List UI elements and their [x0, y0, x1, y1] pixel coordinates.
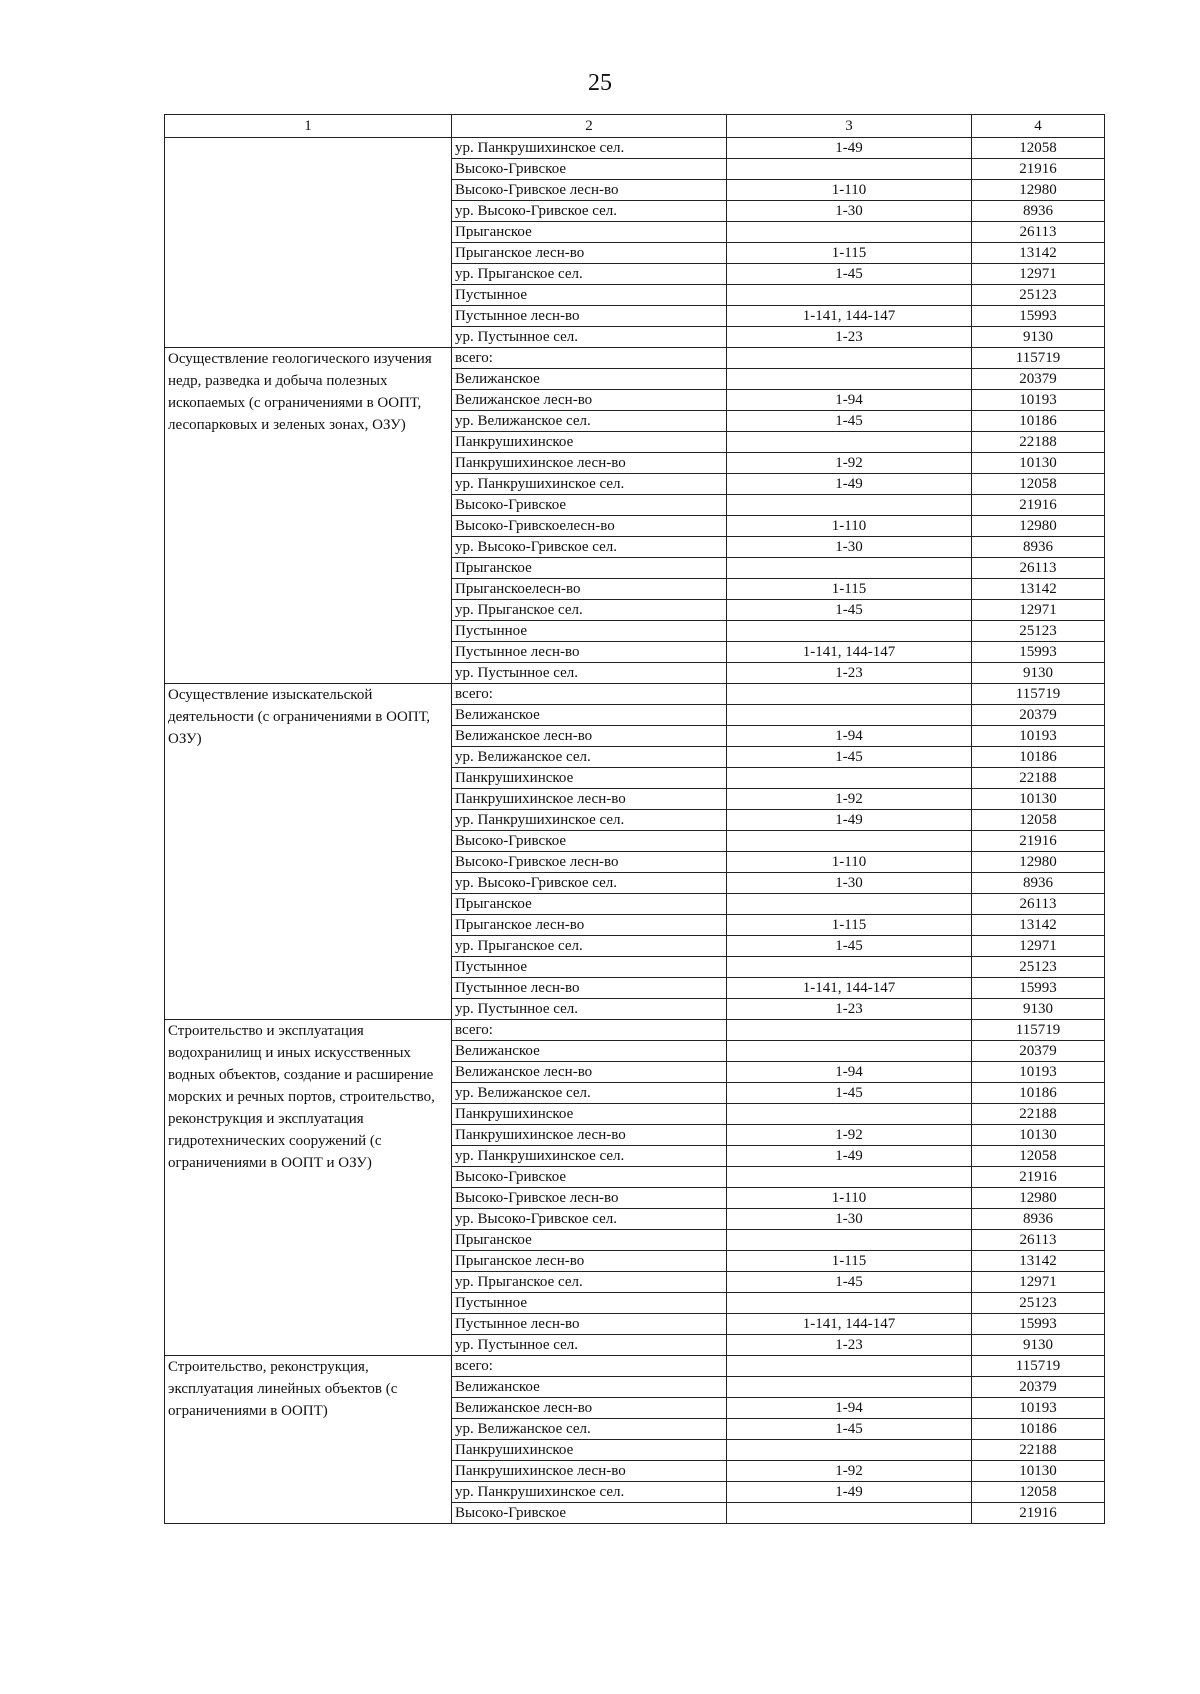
quarters-cell — [727, 222, 972, 243]
forestry-name-cell: Прыганское — [452, 222, 727, 243]
area-cell: 12971 — [972, 1272, 1105, 1293]
forestry-name-cell: Прыганское лесн-во — [452, 915, 727, 936]
forestry-name-cell: Панкрушихинское лесн-во — [452, 453, 727, 474]
quarters-cell: 1-45 — [727, 264, 972, 285]
area-cell: 9130 — [972, 1335, 1105, 1356]
area-cell: 12971 — [972, 600, 1105, 621]
forestry-name-cell: Велижанское — [452, 369, 727, 390]
forestry-name-cell: Панкрушихинское лесн-во — [452, 789, 727, 810]
quarters-cell: 1-92 — [727, 1461, 972, 1482]
area-cell: 12971 — [972, 936, 1105, 957]
quarters-cell: 1-49 — [727, 1482, 972, 1503]
header-col-4: 4 — [972, 115, 1105, 138]
area-cell: 13142 — [972, 1251, 1105, 1272]
area-cell: 115719 — [972, 1020, 1105, 1041]
quarters-cell — [727, 1020, 972, 1041]
forestry-name-cell: Пустынное — [452, 1293, 727, 1314]
page-number: 25 — [588, 70, 612, 96]
activity-type-cell: Осуществление изыскательской деятельности (с ограничениями в ООПТ, ОЗУ) — [165, 684, 452, 1020]
forestry-name-cell: Пустынное лесн-во — [452, 978, 727, 999]
quarters-cell: 1-110 — [727, 180, 972, 201]
quarters-cell: 1-115 — [727, 243, 972, 264]
quarters-cell: 1-92 — [727, 1125, 972, 1146]
area-cell: 10193 — [972, 726, 1105, 747]
area-cell: 21916 — [972, 1503, 1105, 1524]
forestry-name-cell: Высоко-Гривское — [452, 1503, 727, 1524]
quarters-cell: 1-30 — [727, 537, 972, 558]
quarters-cell: 1-49 — [727, 810, 972, 831]
forestry-name-cell: ур. Прыганское сел. — [452, 264, 727, 285]
forestry-name-cell: Пустынное — [452, 285, 727, 306]
forestry-name-cell: всего: — [452, 348, 727, 369]
area-cell: 12058 — [972, 1146, 1105, 1167]
quarters-cell: 1-49 — [727, 1146, 972, 1167]
area-cell: 21916 — [972, 495, 1105, 516]
area-cell: 22188 — [972, 1104, 1105, 1125]
quarters-cell — [727, 1293, 972, 1314]
forestry-name-cell: Панкрушихинское — [452, 768, 727, 789]
area-cell: 20379 — [972, 1041, 1105, 1062]
forestry-name-cell: ур. Велижанское сел. — [452, 411, 727, 432]
forestry-name-cell: Высоко-Гривское — [452, 159, 727, 180]
area-cell: 26113 — [972, 1230, 1105, 1251]
forestry-name-cell: ур. Панкрушихинское сел. — [452, 1482, 727, 1503]
area-cell: 12058 — [972, 810, 1105, 831]
area-cell: 10130 — [972, 789, 1105, 810]
area-cell: 25123 — [972, 285, 1105, 306]
forestry-name-cell: Прыганское лесн-во — [452, 1251, 727, 1272]
area-cell: 10193 — [972, 1398, 1105, 1419]
quarters-cell: 1-141, 144-147 — [727, 978, 972, 999]
table-row — [165, 138, 1105, 159]
forestry-name-cell: Прыганское — [452, 558, 727, 579]
forestry-name-cell: Велижанское лесн-во — [452, 1398, 727, 1419]
forestry-name-cell: Пустынное лесн-во — [452, 642, 727, 663]
forestry-name-cell: ур. Велижанское сел. — [452, 1419, 727, 1440]
forestry-name-cell: Панкрушихинское лесн-во — [452, 1461, 727, 1482]
quarters-cell — [727, 159, 972, 180]
quarters-cell — [727, 1041, 972, 1062]
quarters-cell: 1-45 — [727, 1272, 972, 1293]
quarters-cell: 1-45 — [727, 747, 972, 768]
forestry-name-cell: всего: — [452, 1356, 727, 1377]
forestry-name-cell: Прыганскоелесн-во — [452, 579, 727, 600]
quarters-cell: 1-23 — [727, 1335, 972, 1356]
forestry-name-cell: ур. Велижанское сел. — [452, 747, 727, 768]
quarters-cell: 1-115 — [727, 1251, 972, 1272]
forestry-name-cell: ур. Пустынное сел. — [452, 999, 727, 1020]
quarters-cell — [727, 285, 972, 306]
quarters-cell: 1-141, 144-147 — [727, 642, 972, 663]
area-cell: 12058 — [972, 474, 1105, 495]
area-cell: 22188 — [972, 1440, 1105, 1461]
forestry-name-cell: Велижанское — [452, 705, 727, 726]
quarters-cell: 1-45 — [727, 936, 972, 957]
area-cell: 8936 — [972, 537, 1105, 558]
area-cell: 21916 — [972, 831, 1105, 852]
forestry-table — [164, 114, 1105, 1524]
quarters-cell — [727, 1104, 972, 1125]
area-cell: 15993 — [972, 642, 1105, 663]
quarters-cell: 1-94 — [727, 390, 972, 411]
forestry-name-cell: Высоко-Гривскоелесн-во — [452, 516, 727, 537]
forestry-name-cell: ур. Панкрушихинское сел. — [452, 1146, 727, 1167]
quarters-cell: 1-45 — [727, 600, 972, 621]
quarters-cell: 1-141, 144-147 — [727, 306, 972, 327]
quarters-cell — [727, 831, 972, 852]
area-cell: 26113 — [972, 894, 1105, 915]
forestry-name-cell: ур. Высоко-Гривское сел. — [452, 873, 727, 894]
activity-type-cell: Осуществление геологического изучения недр, разведка и добыча полезных ископаемых (с ограничениями в ООПТ, лесопарковых и зеленых зонах, ОЗУ) — [165, 348, 452, 684]
quarters-cell — [727, 1167, 972, 1188]
header-col-1: 1 — [165, 115, 452, 138]
quarters-cell: 1-30 — [727, 1209, 972, 1230]
forestry-name-cell: ур. Велижанское сел. — [452, 1083, 727, 1104]
forestry-name-cell: Пустынное — [452, 621, 727, 642]
table-header-row — [165, 115, 1105, 138]
forestry-name-cell: Панкрушихинское — [452, 1440, 727, 1461]
quarters-cell: 1-141, 144-147 — [727, 1314, 972, 1335]
forestry-name-cell: Прыганское — [452, 894, 727, 915]
forestry-name-cell: Пустынное лесн-во — [452, 1314, 727, 1335]
area-cell: 12058 — [972, 138, 1105, 159]
area-cell: 15993 — [972, 1314, 1105, 1335]
forestry-name-cell: ур. Пустынное сел. — [452, 327, 727, 348]
area-cell: 10130 — [972, 1125, 1105, 1146]
area-cell: 12980 — [972, 516, 1105, 537]
forestry-name-cell: Велижанское лесн-во — [452, 390, 727, 411]
area-cell: 20379 — [972, 1377, 1105, 1398]
area-cell: 25123 — [972, 1293, 1105, 1314]
area-cell: 20379 — [972, 705, 1105, 726]
quarters-cell: 1-94 — [727, 1398, 972, 1419]
forestry-name-cell: ур. Панкрушихинское сел. — [452, 810, 727, 831]
forestry-name-cell: ур. Высоко-Гривское сел. — [452, 537, 727, 558]
quarters-cell — [727, 1377, 972, 1398]
forestry-name-cell: Панкрушихинское — [452, 432, 727, 453]
quarters-cell — [727, 495, 972, 516]
area-cell: 8936 — [972, 201, 1105, 222]
area-cell: 22188 — [972, 432, 1105, 453]
area-cell: 12058 — [972, 1482, 1105, 1503]
area-cell: 26113 — [972, 222, 1105, 243]
area-cell: 13142 — [972, 243, 1105, 264]
quarters-cell: 1-49 — [727, 138, 972, 159]
quarters-cell — [727, 705, 972, 726]
table-row — [165, 348, 1105, 369]
table-row — [165, 684, 1105, 705]
quarters-cell — [727, 1230, 972, 1251]
table-row — [165, 1356, 1105, 1377]
activity-type-cell: Строительство, реконструкция, эксплуатация линейных объектов (с ограничениями в ООПТ) — [165, 1356, 452, 1524]
forestry-name-cell: Велижанское — [452, 1041, 727, 1062]
area-cell: 12971 — [972, 264, 1105, 285]
quarters-cell: 1-45 — [727, 1419, 972, 1440]
forestry-name-cell: всего: — [452, 1020, 727, 1041]
area-cell: 10186 — [972, 1083, 1105, 1104]
quarters-cell — [727, 621, 972, 642]
area-cell: 8936 — [972, 873, 1105, 894]
quarters-cell: 1-23 — [727, 663, 972, 684]
quarters-cell — [727, 558, 972, 579]
header-col-3: 3 — [727, 115, 972, 138]
area-cell: 8936 — [972, 1209, 1105, 1230]
forestry-name-cell: Панкрушихинское — [452, 1104, 727, 1125]
area-cell: 10193 — [972, 1062, 1105, 1083]
quarters-cell: 1-94 — [727, 1062, 972, 1083]
forestry-name-cell: Прыганское — [452, 1230, 727, 1251]
area-cell: 21916 — [972, 1167, 1105, 1188]
forestry-name-cell: Высоко-Гривское лесн-во — [452, 852, 727, 873]
area-cell: 10186 — [972, 747, 1105, 768]
quarters-cell: 1-30 — [727, 201, 972, 222]
forestry-name-cell: Велижанское — [452, 1377, 727, 1398]
quarters-cell: 1-92 — [727, 789, 972, 810]
area-cell: 10186 — [972, 411, 1105, 432]
table-body — [165, 115, 1105, 1524]
quarters-cell: 1-23 — [727, 327, 972, 348]
area-cell: 22188 — [972, 768, 1105, 789]
forestry-name-cell: Велижанское лесн-во — [452, 726, 727, 747]
area-cell: 115719 — [972, 684, 1105, 705]
activity-type-cell — [165, 138, 452, 348]
area-cell: 12980 — [972, 1188, 1105, 1209]
forestry-name-cell: ур. Панкрушихинское сел. — [452, 474, 727, 495]
quarters-cell — [727, 957, 972, 978]
quarters-cell: 1-110 — [727, 516, 972, 537]
area-cell: 10130 — [972, 453, 1105, 474]
area-cell: 10186 — [972, 1419, 1105, 1440]
area-cell: 20379 — [972, 369, 1105, 390]
quarters-cell: 1-110 — [727, 852, 972, 873]
forestry-name-cell: Велижанское лесн-во — [452, 1062, 727, 1083]
area-cell: 9130 — [972, 999, 1105, 1020]
area-cell: 9130 — [972, 327, 1105, 348]
area-cell: 15993 — [972, 978, 1105, 999]
area-cell: 25123 — [972, 621, 1105, 642]
quarters-cell: 1-30 — [727, 873, 972, 894]
quarters-cell: 1-45 — [727, 411, 972, 432]
quarters-cell: 1-45 — [727, 1083, 972, 1104]
forestry-name-cell: Панкрушихинское лесн-во — [452, 1125, 727, 1146]
forestry-name-cell: Высоко-Гривское — [452, 1167, 727, 1188]
area-cell: 13142 — [972, 579, 1105, 600]
forestry-name-cell: Прыганское лесн-во — [452, 243, 727, 264]
quarters-cell — [727, 1503, 972, 1524]
forestry-name-cell: Пустынное лесн-во — [452, 306, 727, 327]
forestry-name-cell: Высоко-Гривское лесн-во — [452, 1188, 727, 1209]
quarters-cell — [727, 684, 972, 705]
area-cell: 26113 — [972, 558, 1105, 579]
forestry-name-cell: Высоко-Гривское — [452, 831, 727, 852]
quarters-cell: 1-110 — [727, 1188, 972, 1209]
quarters-cell: 1-115 — [727, 579, 972, 600]
forestry-name-cell: Высоко-Гривское — [452, 495, 727, 516]
area-cell: 10193 — [972, 390, 1105, 411]
quarters-cell — [727, 348, 972, 369]
area-cell: 12980 — [972, 852, 1105, 873]
forestry-name-cell: ур. Прыганское сел. — [452, 600, 727, 621]
forestry-name-cell: ур. Высоко-Гривское сел. — [452, 1209, 727, 1230]
area-cell: 15993 — [972, 306, 1105, 327]
area-cell: 9130 — [972, 663, 1105, 684]
area-cell: 115719 — [972, 1356, 1105, 1377]
quarters-cell — [727, 768, 972, 789]
forestry-name-cell: ур. Прыганское сел. — [452, 1272, 727, 1293]
forestry-name-cell: ур. Прыганское сел. — [452, 936, 727, 957]
quarters-cell — [727, 1356, 972, 1377]
area-cell: 12980 — [972, 180, 1105, 201]
quarters-cell: 1-23 — [727, 999, 972, 1020]
area-cell: 13142 — [972, 915, 1105, 936]
forestry-name-cell: Пустынное — [452, 957, 727, 978]
forestry-name-cell: ур. Панкрушихинское сел. — [452, 138, 727, 159]
forestry-name-cell: ур. Высоко-Гривское сел. — [452, 201, 727, 222]
forestry-name-cell: ур. Пустынное сел. — [452, 663, 727, 684]
area-cell: 10130 — [972, 1461, 1105, 1482]
quarters-cell: 1-92 — [727, 453, 972, 474]
forestry-name-cell: всего: — [452, 684, 727, 705]
quarters-cell: 1-49 — [727, 474, 972, 495]
quarters-cell: 1-94 — [727, 726, 972, 747]
forestry-name-cell: ур. Пустынное сел. — [452, 1335, 727, 1356]
area-cell: 25123 — [972, 957, 1105, 978]
quarters-cell — [727, 369, 972, 390]
quarters-cell — [727, 1440, 972, 1461]
forestry-name-cell: Высоко-Гривское лесн-во — [452, 180, 727, 201]
quarters-cell — [727, 432, 972, 453]
area-cell: 21916 — [972, 159, 1105, 180]
quarters-cell: 1-115 — [727, 915, 972, 936]
quarters-cell — [727, 894, 972, 915]
header-col-2: 2 — [452, 115, 727, 138]
activity-type-cell: Строительство и эксплуатация водохранилищ и иных искусственных водных объектов, создание и расширение морских и речных портов, строительство, реконструкция и эксплуатация гидротехнических сооружений (с ограничениями в ООПТ и ОЗУ) — [165, 1020, 452, 1356]
table-row — [165, 1020, 1105, 1041]
area-cell: 115719 — [972, 348, 1105, 369]
